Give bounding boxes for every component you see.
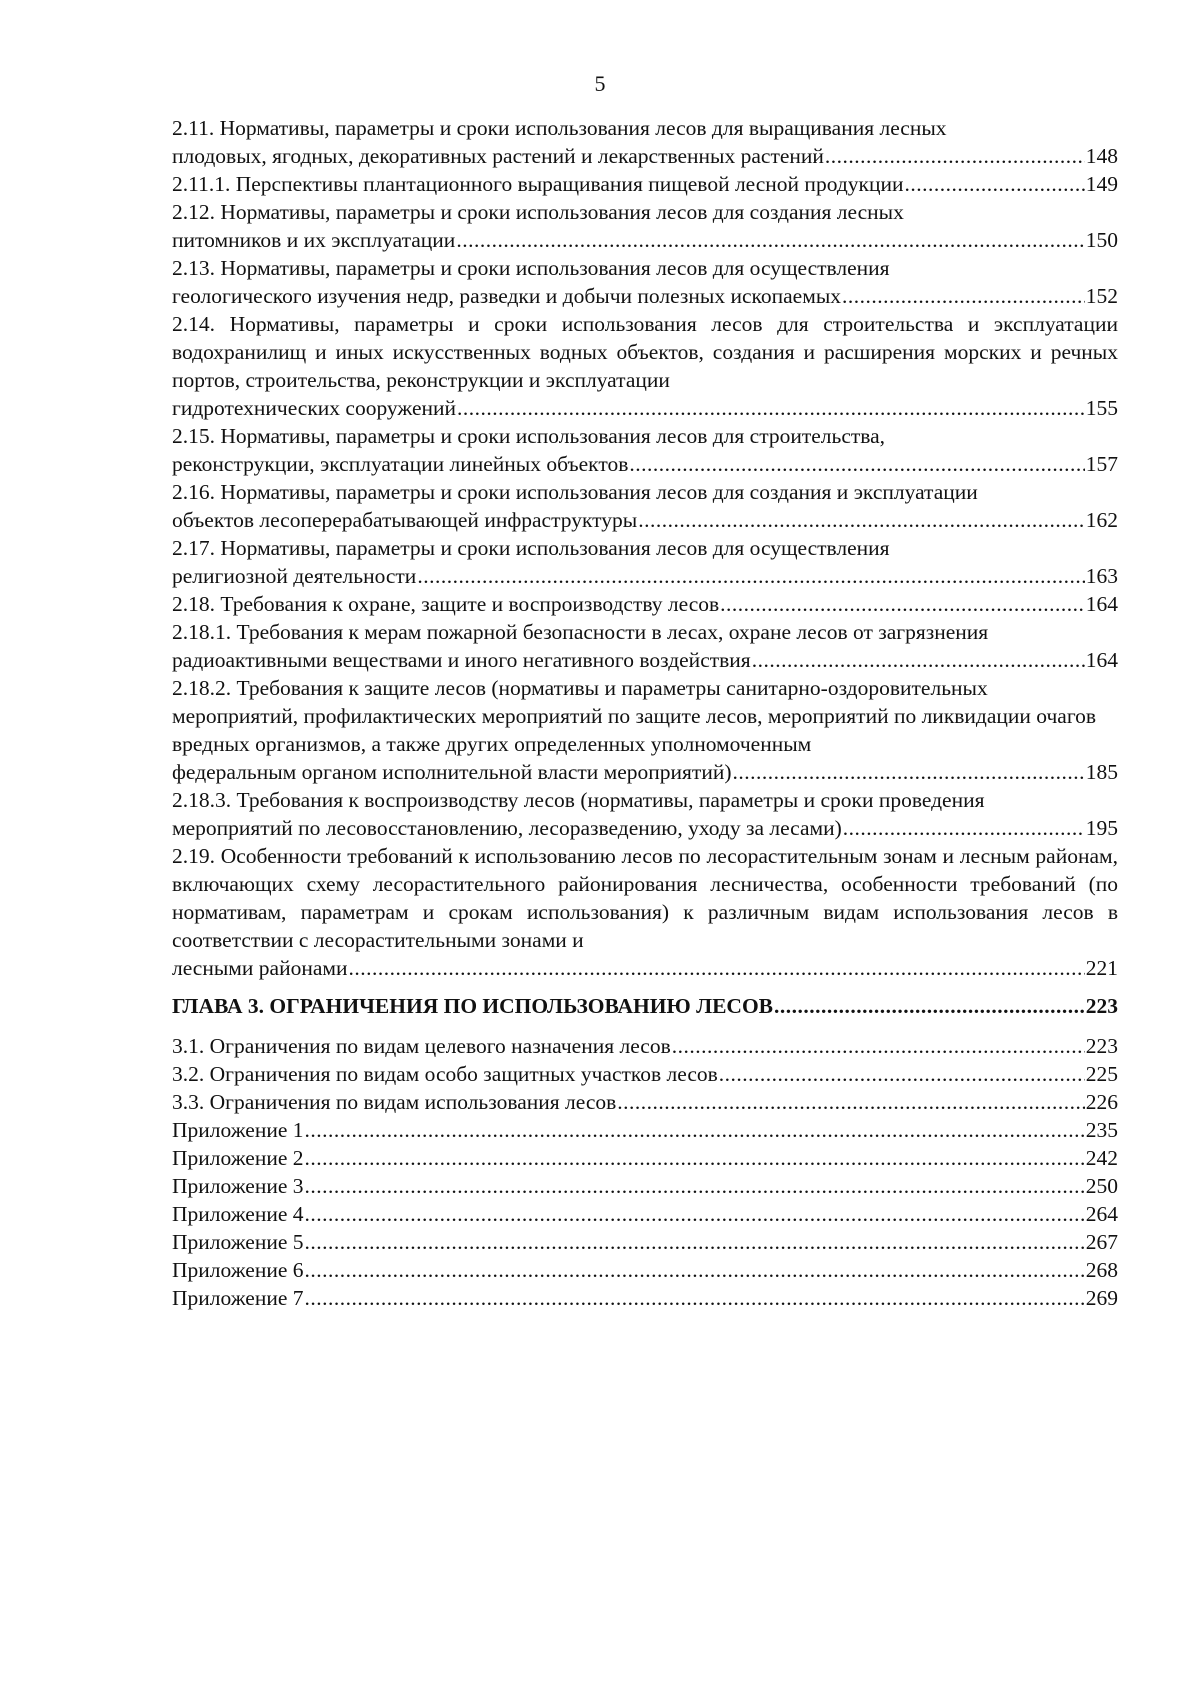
toc-entry-last-line (172, 394, 1118, 422)
toc-entry-last-line (172, 170, 1118, 198)
toc-leader-dots (305, 1228, 1085, 1256)
toc-entry-2-18-3[interactable] (172, 786, 1118, 842)
toc-entry-last-line (172, 646, 1118, 674)
toc-entry-3-3[interactable] (172, 1088, 1118, 1116)
toc-page-number: 148 (1085, 144, 1118, 168)
toc-page-number: 155 (1085, 396, 1118, 420)
toc-entry-appendix-5[interactable] (172, 1228, 1118, 1256)
toc-entry-appendix-6[interactable] (172, 1256, 1118, 1284)
toc-entry-title: федеральным органом исполнительной власти мероприятий) (172, 760, 732, 784)
toc-entry-title: мероприятий по лесовосстановлению, лесоразведению, уходу за лесами) (172, 816, 842, 840)
toc-leader-dots (456, 226, 1084, 254)
toc-leader-dots (349, 954, 1085, 982)
toc-entry-lead: 2.18.1. Требования к мерам пожарной безопасности в лесах, охране лесов от загрязнения (172, 620, 989, 644)
toc-entry-2-11[interactable] (172, 114, 1118, 170)
toc-entry-lead: 2.15. Нормативы, параметры и сроки использования лесов для строительства, (172, 424, 886, 448)
toc-leader-dots (752, 646, 1085, 674)
toc-page-number: 164 (1085, 592, 1118, 616)
toc-entry-2-12[interactable] (172, 198, 1118, 254)
toc-entry-last-line (172, 590, 1118, 618)
toc-entry-2-14[interactable] (172, 310, 1118, 422)
toc-entry-appendix-7[interactable] (172, 1284, 1118, 1312)
toc-leader-dots (457, 394, 1085, 422)
toc-entry-title: реконструкции, эксплуатации линейных объектов (172, 452, 629, 476)
toc-entry-last-line (172, 562, 1118, 590)
toc-leader-dots (719, 1060, 1085, 1088)
toc-leader-dots (672, 1032, 1085, 1060)
toc-leader-dots (305, 1256, 1085, 1284)
toc-entry-2-18[interactable] (172, 590, 1118, 618)
toc-leader-dots (305, 1116, 1085, 1144)
toc-entry-last-line (172, 450, 1118, 478)
toc-page-number: 242 (1085, 1146, 1118, 1170)
toc-leader-dots (305, 1172, 1085, 1200)
toc-chapter-title: ГЛАВА 3. ОГРАНИЧЕНИЯ ПО ИСПОЛЬЗОВАНИЮ ЛЕСОВ (172, 994, 774, 1018)
toc-entry-last-line (172, 954, 1118, 982)
toc-page-number: 157 (1085, 452, 1118, 476)
toc-page-number: 225 (1085, 1062, 1118, 1086)
toc-page-number: 268 (1085, 1258, 1118, 1282)
toc-entry-last-line (172, 1116, 1118, 1144)
toc-leader-dots (305, 1200, 1085, 1228)
toc-entry-last-line (172, 814, 1118, 842)
toc-leader-dots (629, 450, 1084, 478)
toc-entry-3-2[interactable] (172, 1060, 1118, 1088)
toc-entry-title: радиоактивными веществами и иного негативного воздействия (172, 648, 751, 672)
toc-entry-lead: 2.16. Нормативы, параметры и сроки использования лесов для создания и эксплуатации (172, 480, 978, 504)
toc-entry-lead: 2.13. Нормативы, параметры и сроки использования лесов для осуществления (172, 256, 890, 280)
table-of-contents (172, 114, 1118, 1312)
toc-entry-title: 2.18. Требования к охране, защите и воспроизводству лесов (172, 592, 720, 616)
toc-page-number: 164 (1085, 648, 1118, 672)
toc-entry-2-13[interactable] (172, 254, 1118, 310)
toc-entry-last-line (172, 226, 1118, 254)
toc-entry-title: лесными районами (172, 956, 348, 980)
toc-entry-title: 2.11.1. Перспективы плантационного выращивания пищевой лесной продукции (172, 172, 904, 196)
toc-entry-title: объектов лесоперерабатывающей инфраструктуры (172, 508, 638, 532)
toc-entry-title: 3.1. Ограничения по видам целевого назначения лесов (172, 1034, 671, 1058)
toc-entry-title: Приложение 4 (172, 1202, 304, 1226)
toc-page-number: 195 (1085, 816, 1118, 840)
toc-page-number: 250 (1085, 1174, 1118, 1198)
toc-page-number: 163 (1085, 564, 1118, 588)
toc-entry-title: религиозной деятельности (172, 564, 417, 588)
toc-leader-dots (904, 170, 1084, 198)
toc-entry-3-1[interactable] (172, 1032, 1118, 1060)
toc-page-number: 223 (1085, 994, 1118, 1018)
toc-entry-last-line (172, 142, 1118, 170)
toc-leader-dots (417, 562, 1084, 590)
toc-entry-last-line (172, 282, 1118, 310)
toc-entry-last-line (172, 992, 1118, 1020)
toc-entry-last-line (172, 1228, 1118, 1256)
toc-page-number: 152 (1085, 284, 1118, 308)
toc-page-number: 264 (1085, 1202, 1118, 1226)
toc-entry-title: Приложение 7 (172, 1286, 304, 1310)
toc-leader-dots (305, 1144, 1085, 1172)
toc-leader-dots (733, 758, 1085, 786)
toc-entry-title: Приложение 5 (172, 1230, 304, 1254)
toc-page-number: 149 (1085, 172, 1118, 196)
toc-entry-title: плодовых, ягодных, декоративных растений и лекарственных растений (172, 144, 824, 168)
toc-entry-2-18-1[interactable] (172, 618, 1118, 674)
toc-entry-last-line (172, 1088, 1118, 1116)
toc-entry-title: Приложение 1 (172, 1118, 304, 1142)
toc-entry-title: 3.3. Ограничения по видам использования лесов (172, 1090, 617, 1114)
toc-entry-title: Приложение 2 (172, 1146, 304, 1170)
toc-entry-lead: 2.19. Особенности требований к использованию лесов по лесорастительным зонам и лесным районам, включающих схему лесорастительного районирования лесничества, особенности требований (по нормативам, параметрам и срокам использования) к различным видам использования лесов в соответствии с лесорастительными зонами и (172, 844, 1118, 952)
toc-entry-lead: 2.11. Нормативы, параметры и сроки использования лесов для выращивания лесных (172, 116, 947, 140)
toc-entry-2-11-1[interactable] (172, 170, 1118, 198)
toc-leader-dots (305, 1284, 1085, 1312)
toc-entry-2-16[interactable] (172, 478, 1118, 534)
toc-entry-last-line (172, 1200, 1118, 1228)
toc-entry-2-15[interactable] (172, 422, 1118, 478)
toc-entry-appendix-2[interactable] (172, 1144, 1118, 1172)
toc-entry-title: 3.2. Ограничения по видам особо защитных участков лесов (172, 1062, 718, 1086)
toc-leader-dots (720, 590, 1085, 618)
toc-entry-appendix-4[interactable] (172, 1200, 1118, 1228)
toc-chapter-3[interactable] (172, 992, 1118, 1020)
toc-entry-last-line (172, 758, 1118, 786)
toc-entry-last-line (172, 1172, 1118, 1200)
toc-page-number: 162 (1085, 508, 1118, 532)
toc-page-number: 267 (1085, 1230, 1118, 1254)
toc-entry-last-line (172, 1256, 1118, 1284)
toc-entry-last-line (172, 1060, 1118, 1088)
toc-entry-lead: 2.12. Нормативы, параметры и сроки использования лесов для создания лесных (172, 200, 904, 224)
toc-entry-last-line (172, 1284, 1118, 1312)
toc-page-number: 235 (1085, 1118, 1118, 1142)
toc-entry-appendix-3[interactable] (172, 1172, 1118, 1200)
toc-leader-dots (843, 814, 1085, 842)
toc-leader-dots (825, 142, 1085, 170)
toc-entry-lead: 2.18.3. Требования к воспроизводству лесов (нормативы, параметры и сроки проведения (172, 788, 985, 812)
page-number: 5 (594, 71, 606, 96)
toc-entry-title: Приложение 6 (172, 1258, 304, 1282)
toc-entry-title: геологического изучения недр, разведки и добычи полезных ископаемых (172, 284, 842, 308)
toc-entry-title: питомников и их эксплуатации (172, 228, 456, 252)
toc-entry-2-18-2[interactable] (172, 674, 1118, 786)
toc-entry-appendix-1[interactable] (172, 1116, 1118, 1144)
toc-page-number: 223 (1085, 1034, 1118, 1058)
toc-page-number: 185 (1085, 760, 1118, 784)
toc-entry-last-line (172, 1032, 1118, 1060)
toc-leader-dots (638, 506, 1085, 534)
toc-entry-2-17[interactable] (172, 534, 1118, 590)
toc-leader-dots (842, 282, 1085, 310)
toc-leader-dots (774, 992, 1085, 1020)
toc-page-number: 221 (1085, 956, 1118, 980)
toc-entry-2-19[interactable] (172, 842, 1118, 982)
toc-entry-last-line (172, 506, 1118, 534)
toc-entry-lead: 2.14. Нормативы, параметры и сроки использования лесов для строительства и эксплуатации водохранилищ и иных искусственных водных объектов, создания и расширения морских и речных портов, строительства, реконструкции и эксплуатации (172, 312, 1118, 392)
toc-entry-title: гидротехнических сооружений (172, 396, 457, 420)
toc-page-number: 226 (1085, 1090, 1118, 1114)
toc-leader-dots (617, 1088, 1084, 1116)
toc-page-number: 269 (1085, 1286, 1118, 1310)
toc-entry-last-line (172, 1144, 1118, 1172)
toc-entry-lead: 2.18.2. Требования к защите лесов (нормативы и параметры санитарно-оздоровительных мероприятий, профилактических мероприятий по защите лесов, мероприятий по ликвидации очагов вредных организмов, а также других определенных уполномоченным (172, 676, 1097, 756)
toc-page-number: 150 (1085, 228, 1118, 252)
toc-entry-title: Приложение 3 (172, 1174, 304, 1198)
toc-entry-lead: 2.17. Нормативы, параметры и сроки использования лесов для осуществления (172, 536, 890, 560)
